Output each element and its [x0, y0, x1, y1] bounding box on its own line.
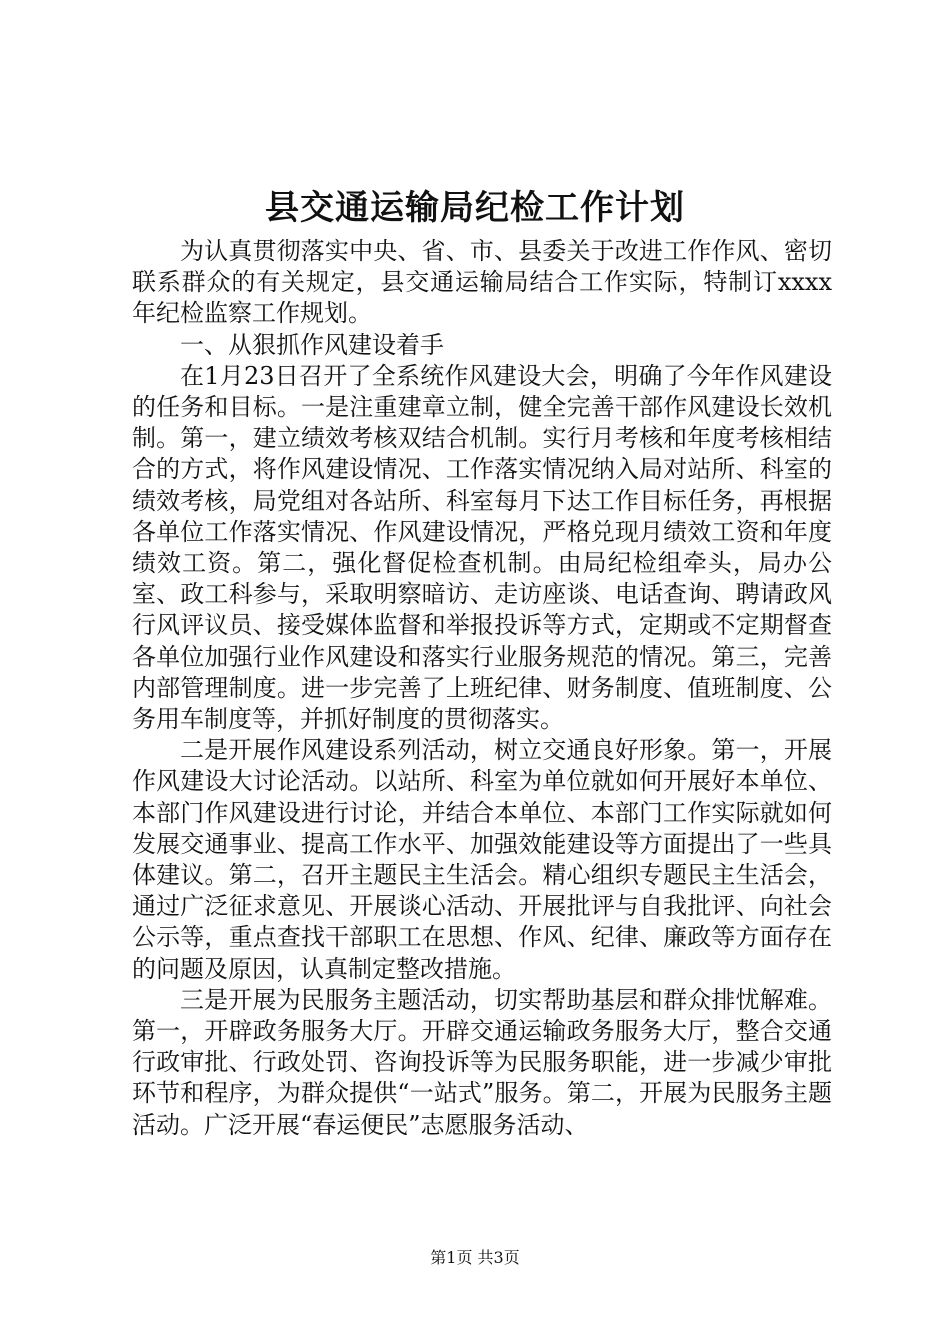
paragraph-activities: 二是开展作风建设系列活动，树立交通良好形象。第一，开展作风建设大讨论活动。以站所、科室为单位就如何开展好本单位、本部门作风建设进行讨论，并结合本单位、本部门工作实际就如何发展交通事业、提高工作水平、加强效能建设等方面提出了一些具体建议。第二，召开主题民主生活会。精心组织专题民主生活会，通过广泛征求意见、开展谈心活动、开展批评与自我批评、向社会公示等，重点查找干部职工在思想、作风、纪律、廉政等方面存在的问题及原因，认真制定整改措施。	[132, 736, 832, 983]
paragraph-meeting: 在1月23日召开了全系统作风建设大会，明确了今年作风建设的任务和目标。一是注重建章立制，健全完善干部作风建设长效机制。第一，建立绩效考核双结合机制。实行月考核和年度考核相结合的方式，将作风建设情况、工作落实情况纳入局对站所、科室的绩效考核，局党组对各站所、科室每月下达工作目标任务，再根据各单位工作落实情况、作风建设情况，严格兑现月绩效工资和年度绩效工资。第二，强化督促检查机制。由局纪检组牵头，局办公室、政工科参与，采取明察暗访、走访座谈、电话查询、聘请政风行风评议员、接受媒体监督和举报投诉等方式，定期或不定期督查各单位加强行业作风建设和落实行业服务规范的情况。第三，完善内部管理制度。进一步完善了上班纪律、财务制度、值班制度、公务用车制度等，并抓好制度的贯彻落实。	[132, 361, 832, 734]
paragraph-intro: 为认真贯彻落实中央、省、市、县委关于改进工作作风、密切联系群众的有关规定，县交通运输局结合工作实际，特制订xxxx年纪检监察工作规划。	[132, 237, 832, 328]
page-number-footer: 第1页 共3页	[430, 1248, 520, 1267]
paragraph-service: 三是开展为民服务主题活动，切实帮助基层和群众排忧解难。第一，开辟政务服务大厅。开辟交通运输政务服务大厅，整合交通行政审批、行政处罚、咨询投诉等为民服务职能，进一步减少审批环节和程序，为群众提供“一站式”服务。第二，开展为民服务主题活动。广泛开展“春运便民”志愿服务活动、	[132, 985, 832, 1139]
document-title: 县交通运输局纪检工作计划	[265, 188, 685, 228]
section-heading-1: 一、从狠抓作风建设着手	[180, 330, 444, 359]
document-body	[132, 236, 832, 1141]
